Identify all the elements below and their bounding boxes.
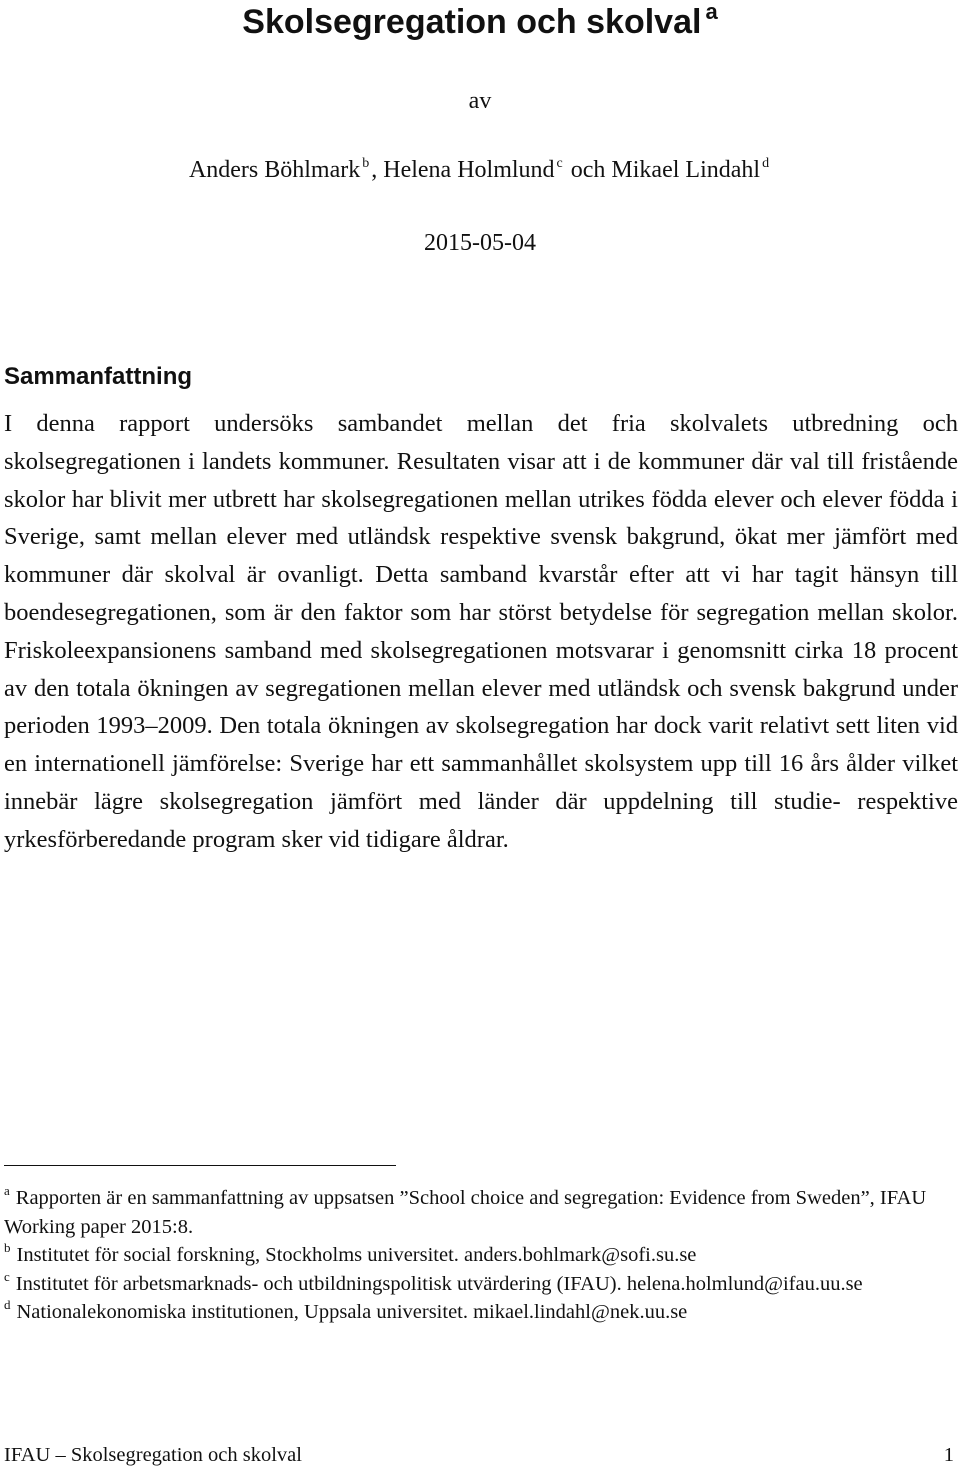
footnote-text: Institutet för social forskning, Stockholms universitet. anders.bohlmark@sofi.su.se [16,1244,697,1266]
footnote-text: Institutet för arbetsmarknads- och utbildningspolitisk utvärdering (IFAU). helena.holmlund@ifau.uu.se [15,1272,863,1295]
footnote-text: Rapporten är en sammanfattning av uppsatsen ”School choice and segregation: Evidence from Sweden”, IFAU Working paper 2015:8. [4,1187,927,1238]
author-name: Mikael Lindahl [611,157,761,183]
footnote-b [4,1241,958,1270]
title-text: Skolsegregation och skolval [242,3,702,41]
footnotes [4,1184,958,1327]
author-footnote-marker: d [762,156,770,171]
summary-text: I denna rapport undersöks sambandet mellan det fria skolvalets utbredning och skolsegregationen i landets kommuner. Resultaten visar att i de kommuner där val till fristående skolor har blivit mer utbrett har skolsegregationen mellan utrikes födda elever och elever födda i Sverige, samt mellan elever med utländsk respektive svensk bakgrund, ökat mer jämfört med kommuner där skolval är ovanligt. Detta samband kvarstår efter att vi har tagit hänsyn till boendesegregationen, som är den faktor som har störst betydelse för segregation mellan skolor. Friskoleexpansionens samband med skolsegregationen motsvarar i genomsnitt cirka 18 procent av den totala ökningen av segregationen mellan elever med utländsk och svensk bakgrund under perioden 1993–2009. Den totala ökningen av skolsegregation har dock varit relativt sett liten vid en internationell jämförelse: Sverige har ett sammanhållet skolsystem upp till 16 års ålder vilket innebär lägre skolsegregation jämfört med länder där uppdelning till studie- respektive yrkesförberedande program sker vid tidigare åldrar. [4,410,958,853]
author-separator: , [371,157,384,183]
author-name: Anders Böhlmark [188,157,361,183]
footnote-marker: a [4,1183,10,1198]
document-title [0,0,960,44]
footnote-text: Nationalekonomiska institutionen, Uppsala universitet. mikael.lindahl@nek.uu.se [16,1301,688,1323]
author-name: Helena Holmlund [383,157,555,183]
summary-heading: Sammanfattning [4,363,193,390]
title-footnote-marker: a [705,0,718,24]
footnote-separator [4,1165,396,1166]
authors-line [0,155,960,185]
page-number: 1 [943,1444,954,1466]
document-date: 2015-05-04 [424,230,536,256]
by-line: av [468,88,492,114]
author-separator: och [564,157,612,183]
footnote-marker: c [4,1268,10,1284]
author-footnote-marker: b [362,156,370,171]
footnote-marker: b [4,1240,11,1255]
footnote-marker: d [4,1297,11,1312]
footnote-a [4,1184,958,1241]
footnote-d [4,1298,958,1327]
footnote-c [4,1270,958,1299]
running-footer: IFAU – Skolsegregation och skolval [4,1444,302,1466]
author-footnote-marker: c [556,156,563,171]
